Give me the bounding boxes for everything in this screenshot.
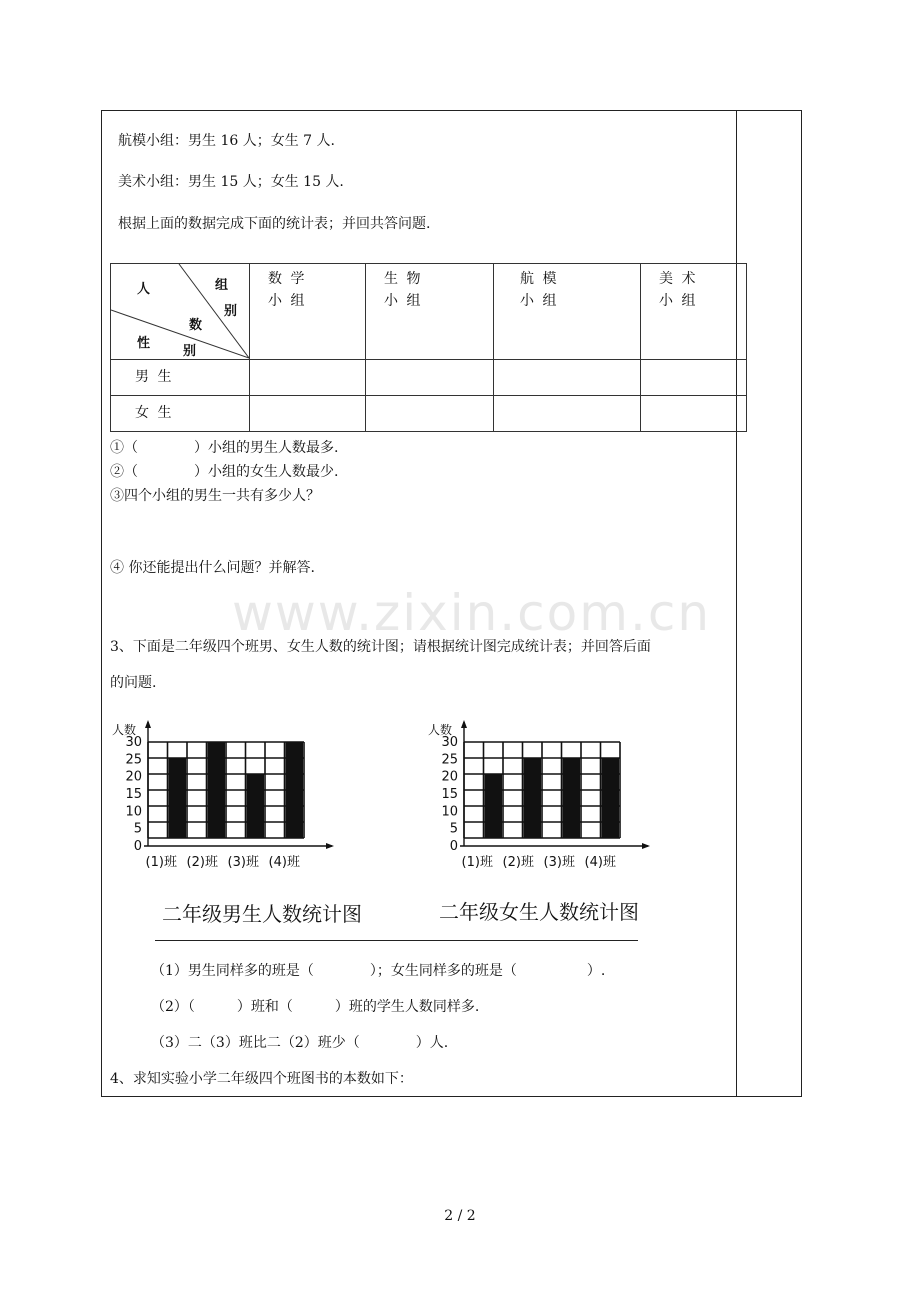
girls-chart-ytick-label: 10: [441, 804, 458, 820]
question-1: ①（ ）小组的男生人数最多.: [110, 440, 339, 456]
girls-chart-category-label: (2)班: [502, 855, 534, 870]
watermark: www.zixin.com.cn: [232, 584, 712, 642]
header-aeromodel-line2: 小 组: [520, 293, 559, 309]
girls-chart-bar-4: [602, 758, 620, 838]
girls-chart-category-label: (1)班: [461, 855, 493, 870]
girls-chart-y-axis-arrow: [461, 720, 467, 728]
girls-chart-y-label: 人数: [428, 723, 453, 737]
question-4: ④ 你还能提出什么问题？并解答.: [110, 560, 315, 576]
boys-bar-chart: [108, 716, 358, 872]
problem-3-line-1: 3、下面是二年级四个班男、女生人数的统计图；请根据统计图完成统计表；并回答后面: [110, 639, 651, 655]
girls-chart-category-label: (3)班: [543, 855, 575, 870]
cell-girls-art[interactable]: [641, 396, 747, 432]
subquestion-2: （2）（ ）班和（ ）班的学生人数同样多.: [151, 999, 480, 1015]
boys-chart-category-label: (2)班: [186, 855, 218, 870]
corner-label-bie-bottom: 别: [183, 344, 197, 359]
header-biology-line1: 生 物: [384, 271, 423, 287]
question-3: ③四个小组的男生一共有多少人？: [110, 488, 320, 504]
corner-label-xing: 性: [137, 336, 151, 351]
boys-chart-ytick-label: 25: [125, 752, 142, 768]
cell-boys-biology[interactable]: [366, 360, 494, 396]
cell-boys-aeromodel[interactable]: [494, 360, 641, 396]
header-aeromodel-line1: 航 模: [520, 271, 559, 287]
header-biology-group: [366, 264, 494, 360]
boys-chart-bar-4: [286, 742, 304, 838]
girls-chart-ytick-label: 25: [441, 752, 458, 768]
boys-chart-x-axis-arrow: [326, 843, 334, 849]
header-math-line1: 数 学: [268, 271, 307, 287]
cell-girls-aeromodel[interactable]: [494, 396, 641, 432]
girls-chart-category-label: (4)班: [584, 855, 616, 870]
header-math-group: [250, 264, 366, 360]
statistics-table: [110, 263, 747, 432]
header-art-group: [641, 264, 747, 360]
row-label-boys: 男 生: [111, 360, 250, 396]
page-number: 2 / 2: [444, 1208, 476, 1224]
boys-chart-bar-1: [169, 758, 187, 838]
boys-chart-ytick-label: 30: [125, 735, 142, 750]
corner-label-bie-top: 别: [224, 304, 238, 319]
header-math-line2: 小 组: [268, 293, 307, 309]
cell-girls-biology[interactable]: [366, 396, 494, 432]
corner-label-zu: 组: [215, 278, 229, 293]
girls-chart-bar-1: [485, 774, 503, 838]
row-label-girls: 女 生: [111, 396, 250, 432]
girls-chart-bar-3: [563, 758, 581, 838]
girls-chart-ytick-label: 0: [449, 839, 458, 854]
header-art-line2: 小 组: [659, 293, 698, 309]
corner-label-ren: 人: [137, 282, 151, 297]
cell-boys-math[interactable]: [250, 360, 366, 396]
header-biology-line2: 小 组: [384, 293, 423, 309]
boys-chart-category-label: (1)班: [145, 855, 177, 870]
girls-chart-x-axis-arrow: [642, 843, 650, 849]
question-2: ②（ ）小组的女生人数最少.: [110, 464, 339, 480]
boys-chart-ytick-label: 5: [133, 821, 142, 837]
girls-chart-ytick-label: 15: [441, 787, 458, 802]
corner-label-shu: 数: [189, 318, 203, 333]
cell-boys-art[interactable]: [641, 360, 747, 396]
boys-chart-ytick-label: 10: [125, 804, 142, 820]
girls-chart-ytick-label: 20: [441, 769, 458, 785]
boys-chart-category-label: (3)班: [227, 855, 259, 870]
header-art-line1: 美 术: [659, 271, 698, 287]
boys-chart-ytick-label: 15: [125, 787, 142, 802]
subquestion-1: （1）男生同样多的班是（ ）；女生同样多的班是（ ）.: [151, 963, 606, 979]
girls-chart-ytick-label: 5: [449, 821, 458, 837]
boys-chart-y-label: 人数: [112, 723, 137, 737]
boys-chart-bar-3: [247, 774, 265, 838]
cell-girls-math[interactable]: [250, 396, 366, 432]
girls-chart-title: 二年级女生人数统计图: [439, 900, 639, 924]
subquestion-3: （3）二（3）班比二（2）班少（ ）人.: [151, 1035, 449, 1051]
boys-chart-category-label: (4)班: [268, 855, 300, 870]
separator-line: [155, 940, 638, 941]
girls-chart-bar-2: [524, 758, 542, 838]
intro-line-2: 美术小组：男生 15 人；女生 15 人.: [118, 174, 344, 190]
girls-bar-chart: [424, 716, 674, 872]
intro-line-1: 航模小组：男生 16 人；女生 7 人.: [118, 133, 335, 149]
side-column-divider: [736, 110, 737, 1097]
header-aeromodel-group: [494, 264, 641, 360]
boys-chart-ytick-label: 20: [125, 769, 142, 785]
girls-chart-ytick-label: 30: [441, 735, 458, 750]
problem-3-line-2: 的问题.: [110, 675, 157, 691]
boys-chart-bar-2: [208, 742, 226, 838]
table-corner-cell: [111, 264, 250, 360]
boys-chart-title: 二年级男生人数统计图: [162, 902, 362, 926]
boys-chart-ytick-label: 0: [133, 839, 142, 854]
problem-4: 4、求知实验小学二年级四个班图书的本数如下：: [110, 1071, 413, 1087]
intro-line-3: 根据上面的数据完成下面的统计表；并回共答问题.: [118, 216, 431, 232]
boys-chart-y-axis-arrow: [145, 720, 151, 728]
